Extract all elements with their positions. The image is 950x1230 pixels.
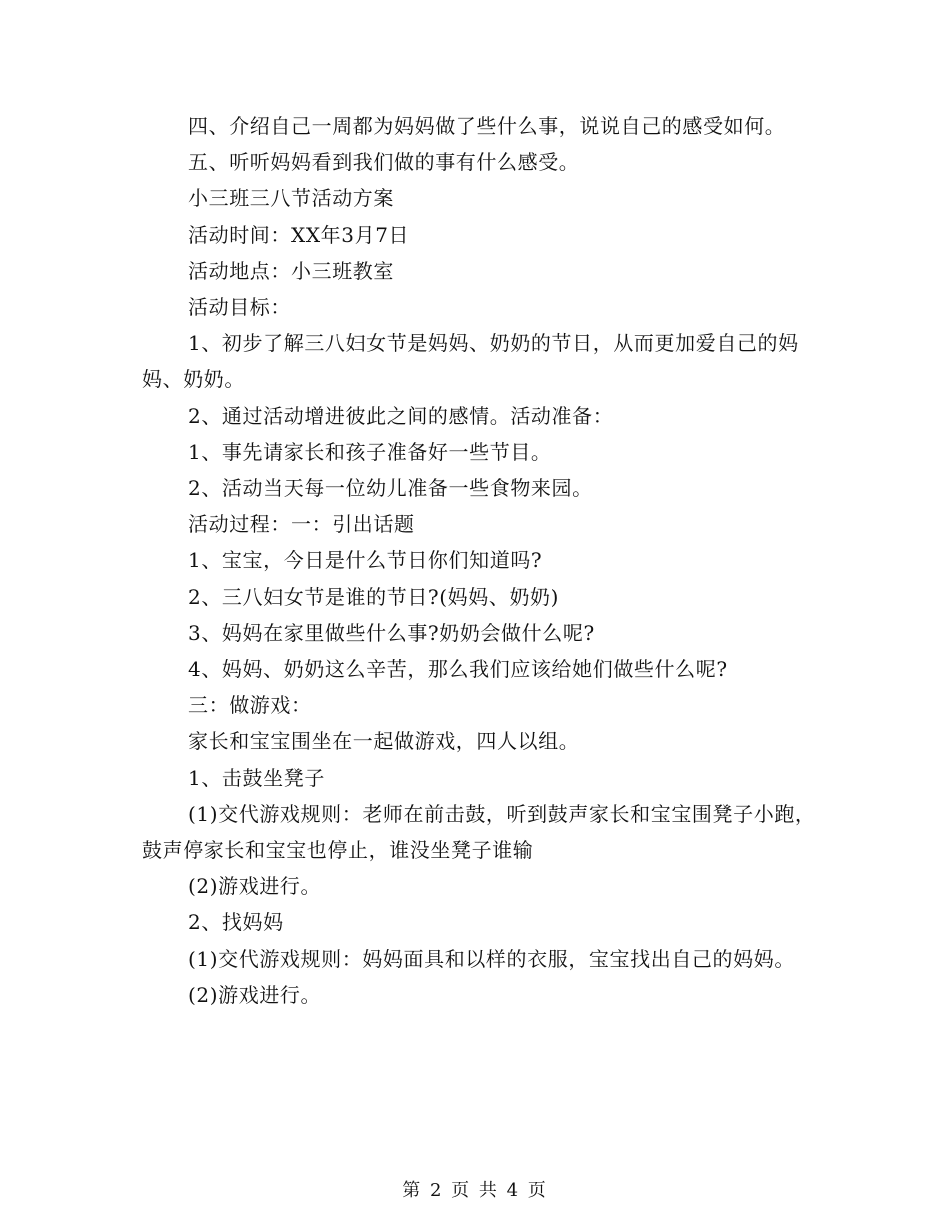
paragraph: (2)游戏进行。 bbox=[188, 874, 322, 899]
section-title: 小三班三八节活动方案 bbox=[188, 186, 394, 211]
document-body bbox=[142, 108, 818, 1013]
paragraph: (1)交代游戏规则：老师在前击鼓，听到鼓声家长和宝宝围凳子小跑，鼓声停家长和宝宝也停止，谁没坐凳子谁输 bbox=[142, 801, 816, 863]
paragraph: 2、活动当天每一位幼儿准备一些食物来园。 bbox=[188, 476, 593, 501]
page-number-footer: 第 2 页 共 4 页 bbox=[402, 1180, 548, 1201]
paragraph: 四、介绍自己一周都为妈妈做了些什么事，说说自己的感受如何。 bbox=[188, 114, 786, 138]
paragraph: (2)游戏进行。 bbox=[188, 982, 322, 1007]
paragraph: 活动目标： bbox=[188, 295, 291, 320]
paragraph: 1、宝宝，今日是什么节日你们知道吗? bbox=[188, 548, 543, 573]
paragraph: 家长和宝宝围坐在一起做游戏，四人以组。 bbox=[188, 729, 580, 754]
paragraph: 活动地点：小三班教室 bbox=[188, 258, 394, 283]
paragraph: 2、通过活动增进彼此之间的感情。活动准备： bbox=[188, 403, 614, 428]
paragraph: 活动过程：一：引出话题 bbox=[188, 512, 415, 537]
paragraph: 1、初步了解三八妇女节是妈妈、奶奶的节日，从而更加爱自己的妈妈、奶奶。 bbox=[142, 331, 799, 392]
paragraph: 1、击鼓坐凳子 bbox=[188, 765, 325, 790]
paragraph: 三：做游戏： bbox=[188, 693, 312, 718]
paragraph: 4、妈妈、奶奶这么辛苦，那么我们应该给她们做些什么呢? bbox=[188, 657, 728, 682]
paragraph: 五、听听妈妈看到我们做的事有什么感受。 bbox=[188, 150, 580, 175]
paragraph: 1、事先请家长和孩子准备好一些节目。 bbox=[188, 439, 552, 464]
paragraph: 2、找妈妈 bbox=[188, 910, 284, 935]
paragraph: 活动时间：XX年3月7日 bbox=[188, 222, 410, 247]
paragraph: (1)交代游戏规则：妈妈面具和以样的衣服，宝宝找出自己的妈妈。 bbox=[188, 946, 795, 971]
paragraph: 3、妈妈在家里做些什么事?奶奶会做什么呢? bbox=[188, 620, 595, 645]
paragraph: 2、三八妇女节是谁的节日?(妈妈、奶奶) bbox=[188, 584, 560, 609]
